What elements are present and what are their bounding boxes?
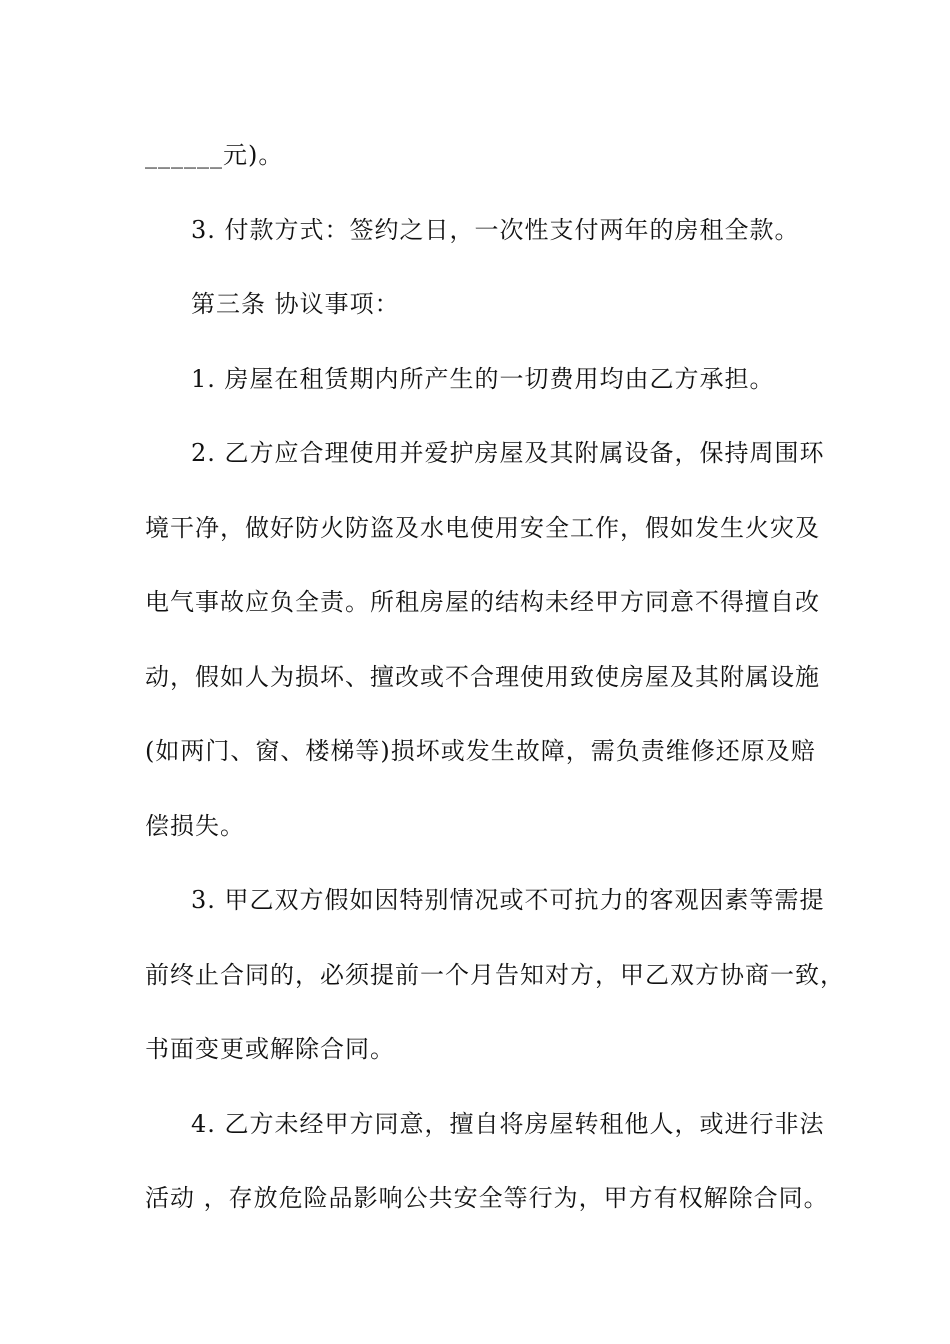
section-heading: 第三条 协议事项： <box>191 290 400 318</box>
document-body <box>145 118 845 1236</box>
text-line: 4. 乙方未经甲方同意，擅自将房屋转租他人，或进行非法 <box>191 1109 825 1138</box>
text-line: 1. 房屋在租赁期内所产生的一切费用均由乙方承担。 <box>191 364 775 393</box>
text-line: 动，假如人为损坏、擅改或不合理使用致使房屋及其附属设施 <box>145 662 820 691</box>
text-line: 2. 乙方应合理使用并爱护房屋及其附属设备，保持周围环 <box>191 439 825 467</box>
text-line: 偿损失。 <box>145 811 245 840</box>
text-line: (如两门、窗、楼梯等)损坏或发生故障，需负责维修还原及赔 <box>145 737 816 765</box>
text-line: ______元)。 <box>145 141 284 169</box>
text-line: 电气事故应负全责。所租房屋的结构未经甲方同意不得擅自改 <box>145 588 820 616</box>
text-line: 活动 ，存放危险品影响公共安全等行为，甲方有权解除合同。 <box>145 1184 829 1212</box>
text-line: 书面变更或解除合同。 <box>145 1035 395 1063</box>
text-line: 3. 付款方式：签约之日，一次性支付两年的房租全款。 <box>191 215 800 244</box>
text-line: 前终止合同的，必须提前一个月告知对方，甲乙双方协商一致， <box>145 960 845 989</box>
text-line: 3. 甲乙双方假如因特别情况或不可抗力的客观因素等需提 <box>191 886 825 914</box>
text-line: 境干净，做好防火防盗及水电使用安全工作，假如发生火灾及 <box>145 513 820 542</box>
